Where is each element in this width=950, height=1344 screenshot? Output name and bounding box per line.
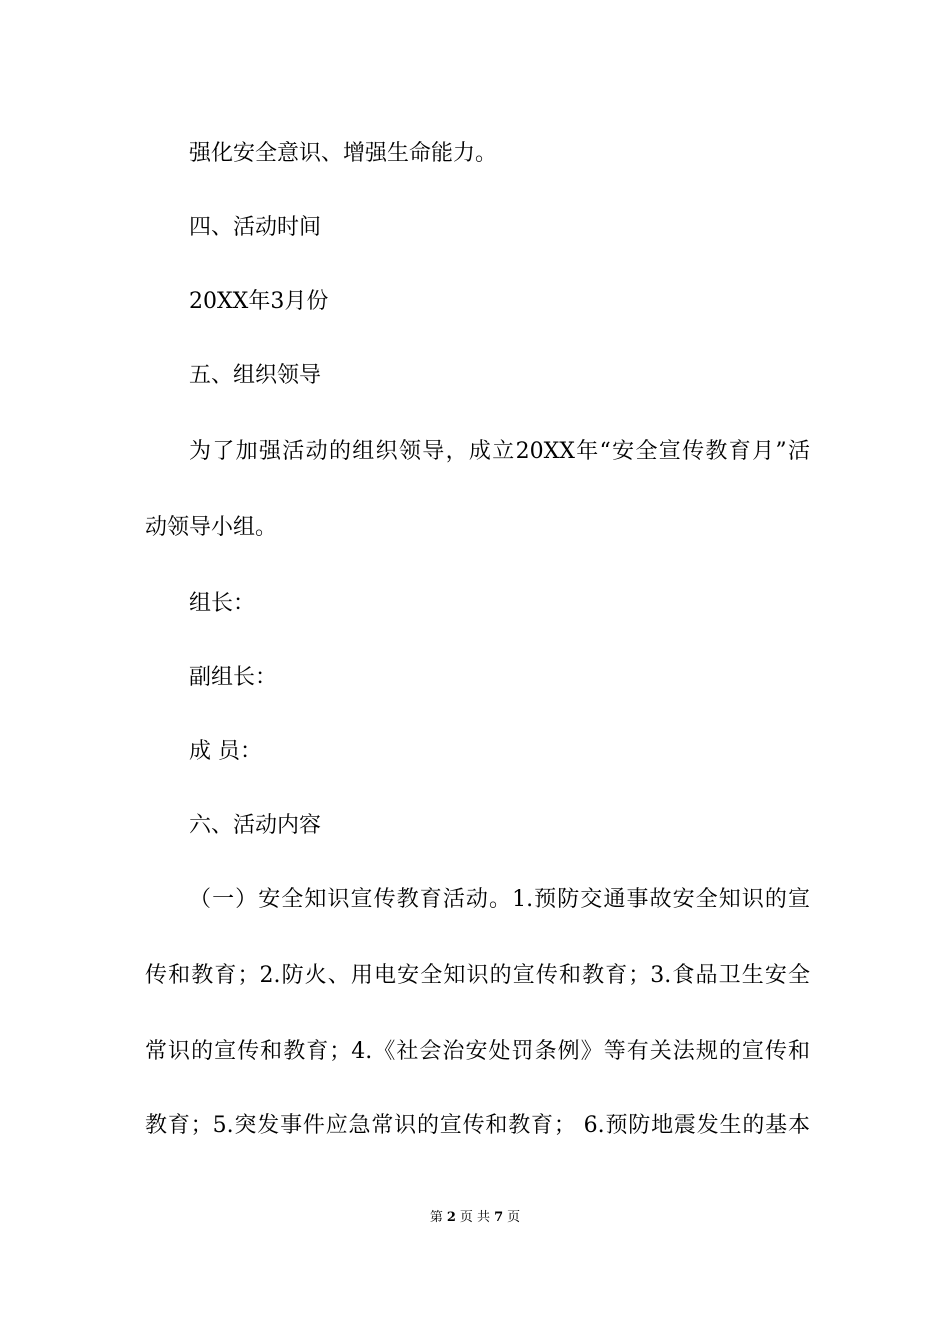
paragraph-line: 教育；5.突发事件应急常识的宣传和教育； 6.预防地震发生的基本 bbox=[145, 1113, 810, 1138]
footer-suffix: 页 bbox=[507, 1210, 521, 1225]
paragraph-line: 20XX年3月份 bbox=[189, 289, 329, 314]
paragraph-line: 副组长： bbox=[189, 665, 278, 690]
paragraph-line: 常识的宣传和教育；4.《社会治安处罚条例》等有关法规的宣传和 bbox=[145, 1039, 810, 1064]
section-heading-activity-time: 四、活动时间 bbox=[189, 215, 322, 240]
current-page-number: 2 bbox=[446, 1210, 456, 1225]
paragraph-line: 为了加强活动的组织领导，成立20XX年“安全宣传教育月”活 bbox=[189, 439, 810, 464]
section-heading-organization: 五、组织领导 bbox=[189, 363, 322, 388]
paragraph-line: 成 员： bbox=[189, 739, 262, 764]
footer-middle: 页 共 bbox=[459, 1210, 491, 1225]
footer-prefix: 第 bbox=[429, 1210, 443, 1225]
section-heading-activity-content: 六、活动内容 bbox=[189, 813, 322, 838]
paragraph-line: 组长： bbox=[189, 591, 256, 616]
paragraph-line: 强化安全意识、增强生命能力。 bbox=[189, 141, 498, 166]
paragraph-line: 传和教育；2.防火、用电安全知识的宣传和教育；3.食品卫生安全 bbox=[145, 963, 810, 988]
page-footer bbox=[0, 1208, 950, 1228]
paragraph-line: 动领导小组。 bbox=[145, 515, 278, 540]
total-page-number: 7 bbox=[494, 1210, 504, 1225]
paragraph-line: （一）安全知识宣传教育活动。1.预防交通事故安全知识的宣 bbox=[189, 887, 810, 912]
